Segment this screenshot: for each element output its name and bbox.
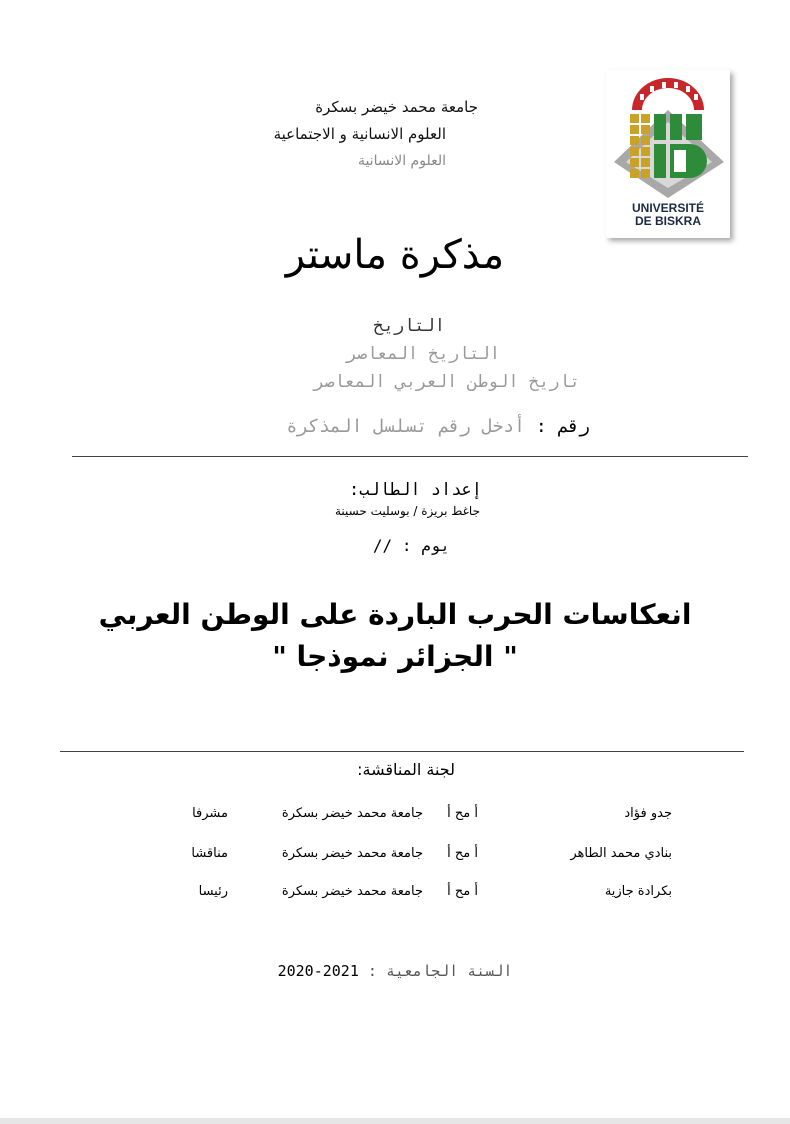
member-rank: أ مح أ xyxy=(447,806,478,821)
divider-bottom xyxy=(60,751,744,752)
date-value: // xyxy=(372,536,393,555)
student-names: جاغط بريزة / بوسليت حسينة xyxy=(334,504,480,518)
specialty-text: تاريخ الوطن العربي المعاصر xyxy=(313,372,580,392)
memo-number-label: رقم : xyxy=(535,416,590,437)
university-header xyxy=(274,94,478,175)
member-role: رئيسا xyxy=(198,884,228,899)
member-role: مناقشا xyxy=(191,846,228,861)
academic-year-label: السنة الجامعية : xyxy=(367,962,513,980)
thesis-title-line1: انعكاسات الحرب الباردة على الوطن العربي xyxy=(98,598,692,631)
page-bottom-edge xyxy=(0,1118,790,1124)
divider-top xyxy=(72,456,748,457)
member-university: جامعة محمد خيضر بسكرة xyxy=(281,846,423,861)
committee-label: لجنة المناقشة: xyxy=(357,760,455,779)
field-text: التاريخ xyxy=(373,316,445,336)
member-rank: أ مح أ xyxy=(447,846,478,861)
logo-line1: UNIVERSITÉ xyxy=(631,201,704,215)
department-name: العلوم الانسانية xyxy=(357,153,446,169)
memo-number-row xyxy=(287,416,590,437)
university-logo xyxy=(606,70,730,238)
committee-row xyxy=(0,884,790,904)
member-role: مشرفا xyxy=(192,806,228,821)
faculty-name: العلوم الانسانية و الاجتماعية xyxy=(273,125,446,143)
member-name: بنادي محمد الطاهر xyxy=(570,846,672,861)
memo-number-placeholder: أدخل رقم تسلسل المذكرة xyxy=(286,416,525,437)
logo-text xyxy=(606,202,730,228)
page-title: مذكرة ماستر xyxy=(285,232,505,278)
member-name: جدو فؤاد xyxy=(624,806,672,821)
member-name: بكرادة جازية xyxy=(604,884,672,899)
logo-line2: DE BISKRA xyxy=(634,214,701,228)
biskra-emblem-icon xyxy=(606,70,730,200)
member-university: جامعة محمد خيضر بسكرة xyxy=(281,806,423,821)
branch-text: التاريخ المعاصر xyxy=(346,344,500,364)
academic-year xyxy=(0,962,790,980)
thesis-title xyxy=(0,594,790,678)
thesis-title-line2: " الجزائر نموذجا " xyxy=(272,640,518,673)
university-name: جامعة محمد خيضر بسكرة xyxy=(315,98,478,116)
committee-row xyxy=(0,846,790,866)
student-label: إعداد الطالب: xyxy=(348,480,482,500)
committee-row xyxy=(0,806,790,826)
academic-year-value: 2020-2021 xyxy=(277,962,359,980)
date-label: يوم : xyxy=(401,536,450,555)
date-row xyxy=(373,536,450,555)
member-rank: أ مح أ xyxy=(447,884,478,899)
member-university: جامعة محمد خيضر بسكرة xyxy=(281,884,423,899)
